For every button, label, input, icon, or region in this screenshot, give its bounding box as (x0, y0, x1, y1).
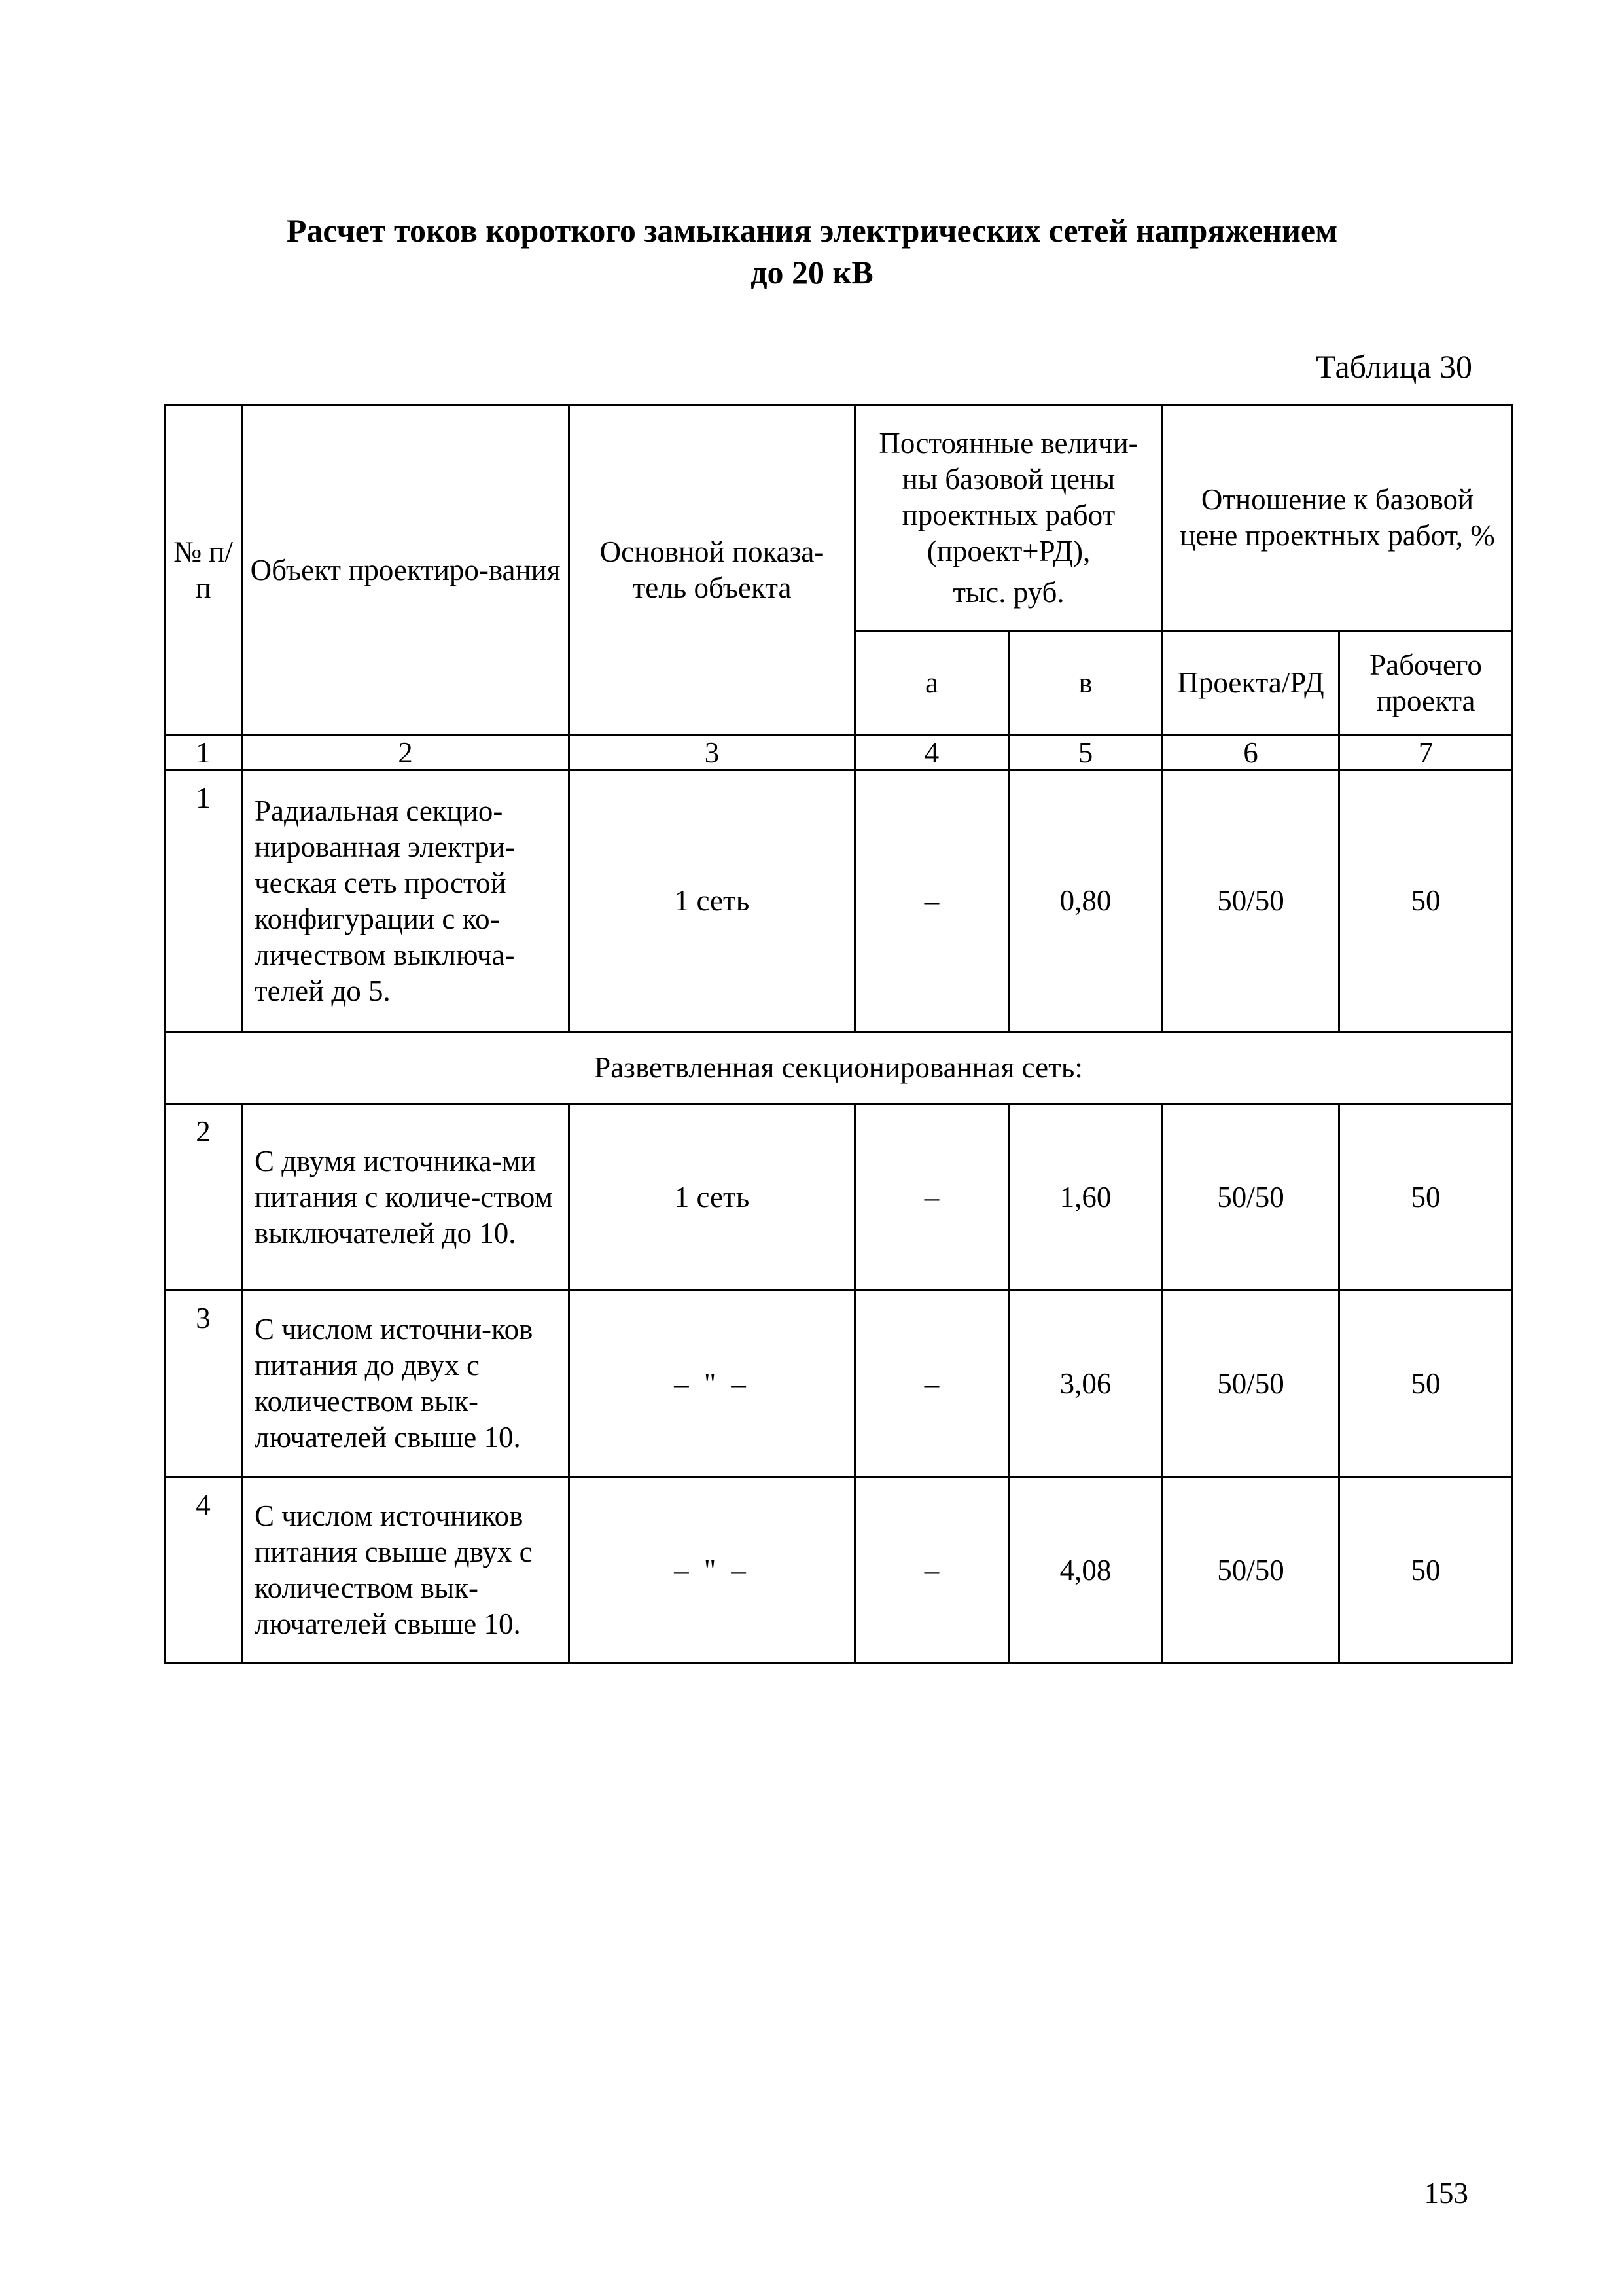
header-constants (855, 405, 1163, 631)
page-number: 153 (1424, 2177, 1468, 2210)
row-a: – (855, 1291, 1009, 1477)
row-indicator: 1 сеть (569, 1104, 855, 1291)
header-ratio: Отношение к базовой цене проектных работ, % (1163, 405, 1513, 631)
row-b: 3,06 (1009, 1291, 1163, 1477)
row-b: 0,80 (1009, 770, 1163, 1032)
row-project-rd: 50/50 (1163, 1291, 1339, 1477)
row-project-rd: 50/50 (1163, 1104, 1339, 1291)
column-number: 4 (855, 736, 1009, 770)
page-title-line-1: Расчет токов короткого замыкания электрических сетей напряжением (286, 212, 1338, 249)
section-row (165, 1032, 1513, 1104)
column-number: 1 (165, 736, 242, 770)
row-num: 4 (165, 1477, 242, 1664)
column-number-row (165, 736, 1513, 770)
row-object: С двумя источника-ми питания с количе-ством выключателей до 10. (242, 1104, 569, 1291)
row-project-rd: 50/50 (1163, 1477, 1339, 1664)
row-working: 50 (1339, 770, 1513, 1032)
column-number: 6 (1163, 736, 1339, 770)
table-row (165, 1477, 1513, 1664)
row-a: – (855, 1477, 1009, 1664)
row-b: 4,08 (1009, 1477, 1163, 1664)
header-project-rd: Проекта/РД (1163, 631, 1339, 736)
header-object: Объект проектиро-вания (242, 405, 569, 736)
row-a: – (855, 770, 1009, 1032)
row-num: 1 (165, 770, 242, 1032)
header-constants-text: Постоянные величи-ны базовой цены проектных работ (проект+РД), (879, 426, 1139, 567)
table-label: Таблица 30 (1316, 348, 1472, 385)
table-row (165, 1291, 1513, 1477)
header-working: Рабочего проекта (1339, 631, 1513, 736)
column-number: 7 (1339, 736, 1513, 770)
table-row (165, 770, 1513, 1032)
header-row-1 (165, 405, 1513, 631)
table-row (165, 1104, 1513, 1291)
row-working: 50 (1339, 1104, 1513, 1291)
row-project-rd: 50/50 (1163, 770, 1339, 1032)
row-working: 50 (1339, 1291, 1513, 1477)
page-title-line-2: до 20 кВ (750, 254, 874, 291)
row-num: 3 (165, 1291, 242, 1477)
data-table (164, 404, 1513, 1664)
header-a: а (855, 631, 1009, 736)
section-label: Разветвленная секционированная сеть: (165, 1032, 1513, 1104)
column-number: 2 (242, 736, 569, 770)
row-b: 1,60 (1009, 1104, 1163, 1291)
row-indicator: – " – (569, 1477, 855, 1664)
column-number: 3 (569, 736, 855, 770)
row-indicator: – " – (569, 1291, 855, 1477)
row-object: Радиальная секцио-нированная электри-ческая сеть простой конфигурации с ко-личеством выключа-телей до 5. (242, 770, 569, 1032)
row-indicator: 1 сеть (569, 770, 855, 1032)
column-number: 5 (1009, 736, 1163, 770)
row-object: С числом источников питания свыше двух с количеством вык-лючателей свыше 10. (242, 1477, 569, 1664)
header-constants-unit: тыс. руб. (953, 575, 1065, 609)
header-b: в (1009, 631, 1163, 736)
header-indicator: Основной показа-тель объекта (569, 405, 855, 736)
row-a: – (855, 1104, 1009, 1291)
header-num: № п/п (165, 405, 242, 736)
row-working: 50 (1339, 1477, 1513, 1664)
row-object: С числом источни-ков питания до двух с количеством вык-лючателей свыше 10. (242, 1291, 569, 1477)
row-num: 2 (165, 1104, 242, 1291)
